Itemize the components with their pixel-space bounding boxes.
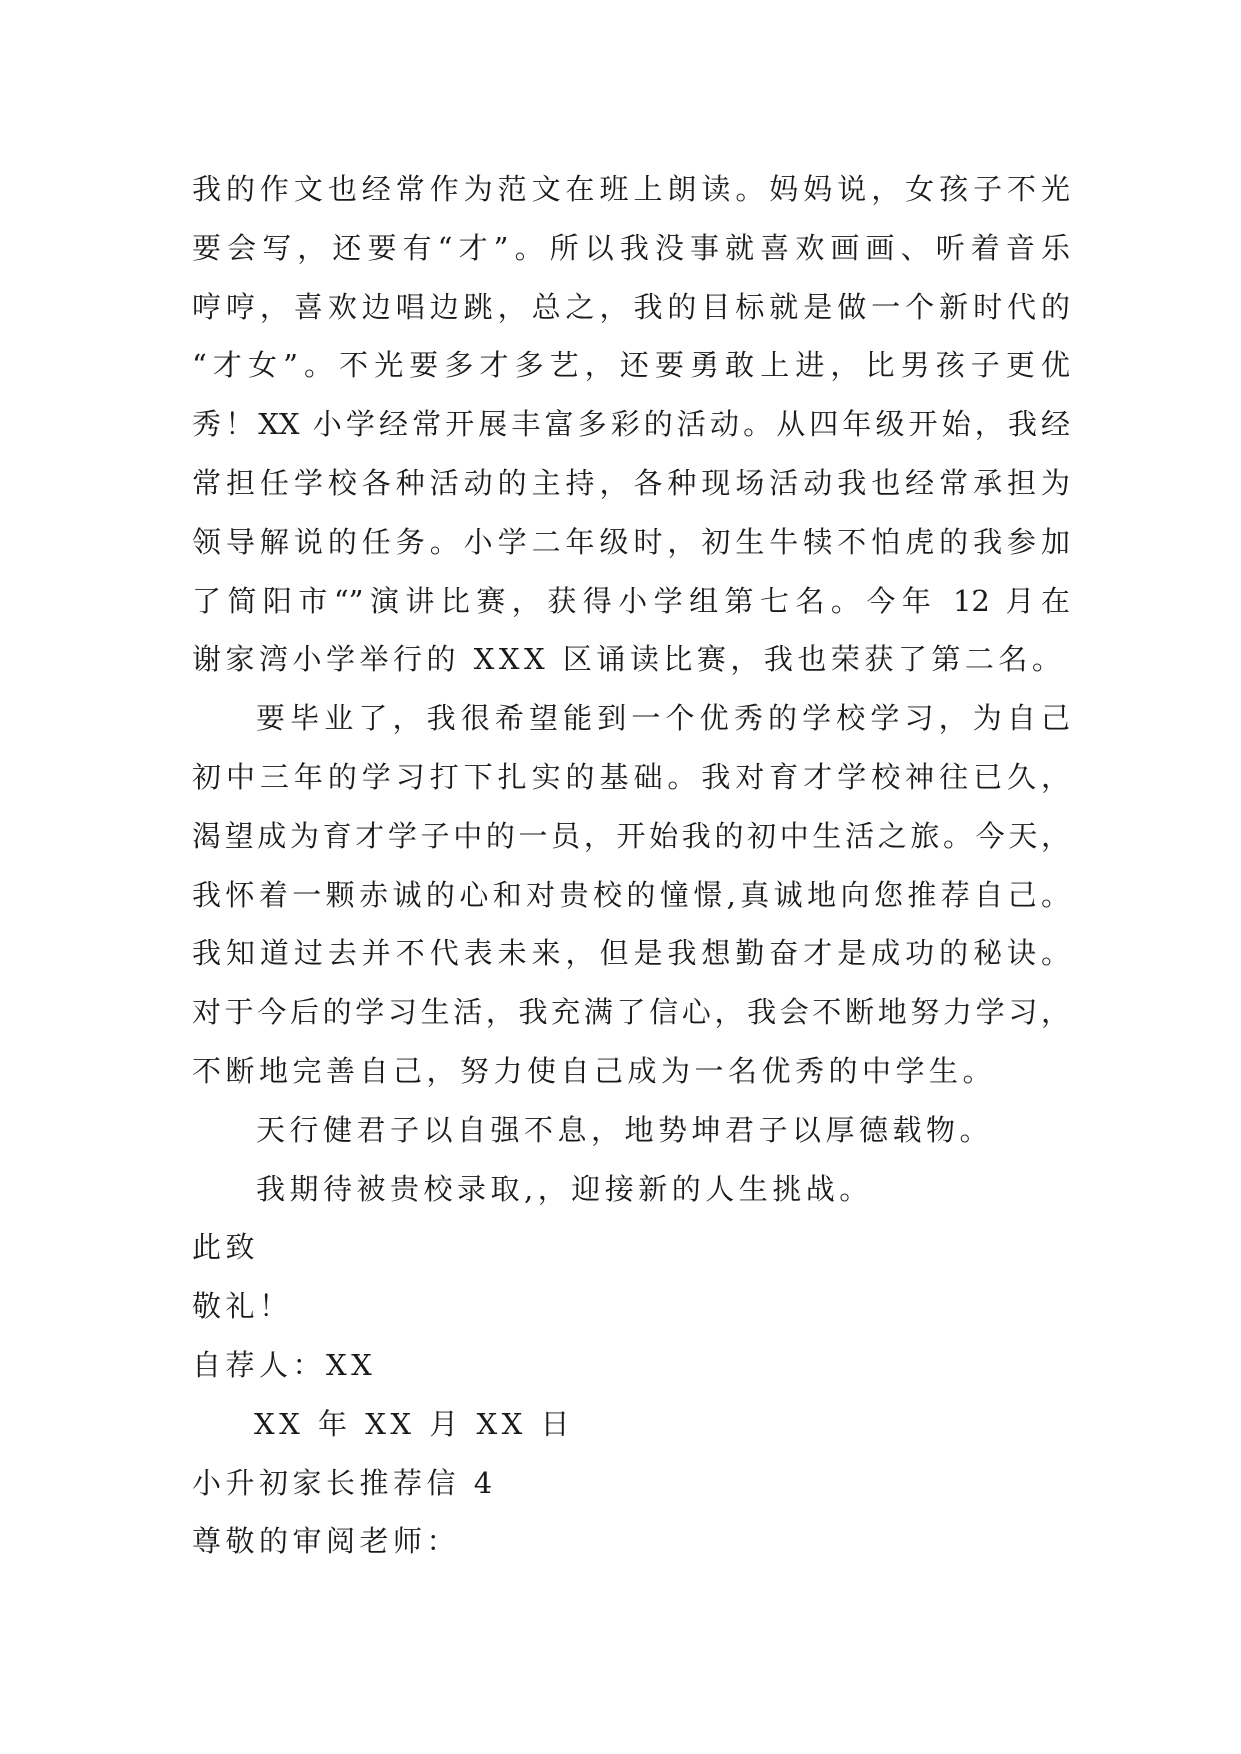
- text-line: 对于今后的学习生活，我充满了信心，我会不断地努力学习，: [192, 995, 1070, 1030]
- letter-body: [192, 160, 1072, 1571]
- text-line: 我的作文也经常作为范文在班上朗读。妈妈说，女孩子不光: [192, 172, 1070, 206]
- next-letter-salutation: 尊敬的审阅老师：: [192, 1524, 461, 1559]
- text-line: 渴望成为育才学子中的一员，开始我的初中生活之旅。今天，: [192, 818, 1070, 853]
- motto-line: 天行健君子以自强不息，地势坤君子以厚德载物。: [256, 1112, 994, 1147]
- closing-greeting: 此致: [192, 1230, 260, 1265]
- text-line: 我知道过去并不代表未来，但是我想勤奋才是成功的秘诀。: [192, 936, 1070, 971]
- letter-date: XX 年 XX 月 XX 日: [254, 1406, 574, 1441]
- next-letter-title: 小升初家长推荐信 4: [192, 1465, 497, 1500]
- expectation-line: 我期待被贵校录取,，迎接新的人生挑战。: [256, 1171, 873, 1206]
- text-line: 我怀着一颗赤诚的心和对贵校的憧憬,真诚地向您推荐自己。: [192, 877, 1070, 912]
- paragraph-achievements: [192, 160, 1072, 689]
- text-line: 哼哼，喜欢边唱边跳，总之，我的目标就是做一个新时代的: [192, 289, 1070, 324]
- text-line: “才女”。不光要多才多艺，还要勇敢上进，比男孩子更优: [192, 348, 1070, 383]
- text-line: 常担任学校各种活动的主持，各种现场活动我也经常承担为: [192, 465, 1070, 500]
- paragraph-graduation: [192, 689, 1072, 1101]
- text-line: 领导解说的任务。小学二年级时，初生牛犊不怕虎的我参加: [192, 524, 1070, 559]
- closing-salute: 敬礼！: [192, 1289, 293, 1324]
- text-line: 秀！XX 小学经常开展丰富多彩的活动。从四年级开始，我经: [192, 407, 1070, 442]
- text-line: 初中三年的学习打下扎实的基础。我对育才学校神往已久，: [192, 759, 1070, 794]
- text-line: 不断地完善自己，努力使自己成为一名优秀的中学生。: [192, 1053, 997, 1088]
- text-line: 要毕业了，我很希望能到一个优秀的学校学习，为自己: [256, 701, 1070, 736]
- signature: 自荐人：XX: [192, 1347, 377, 1382]
- text-line: 了简阳市“”演讲比赛，获得小学组第七名。今年 12 月在: [192, 583, 1070, 618]
- text-line: 要会写，还要有“才”。所以我没事就喜欢画画、听着音乐: [192, 230, 1070, 265]
- text-line: 谢家湾小学举行的 XXX 区诵读比赛，我也荣获了第二名。: [192, 642, 1066, 677]
